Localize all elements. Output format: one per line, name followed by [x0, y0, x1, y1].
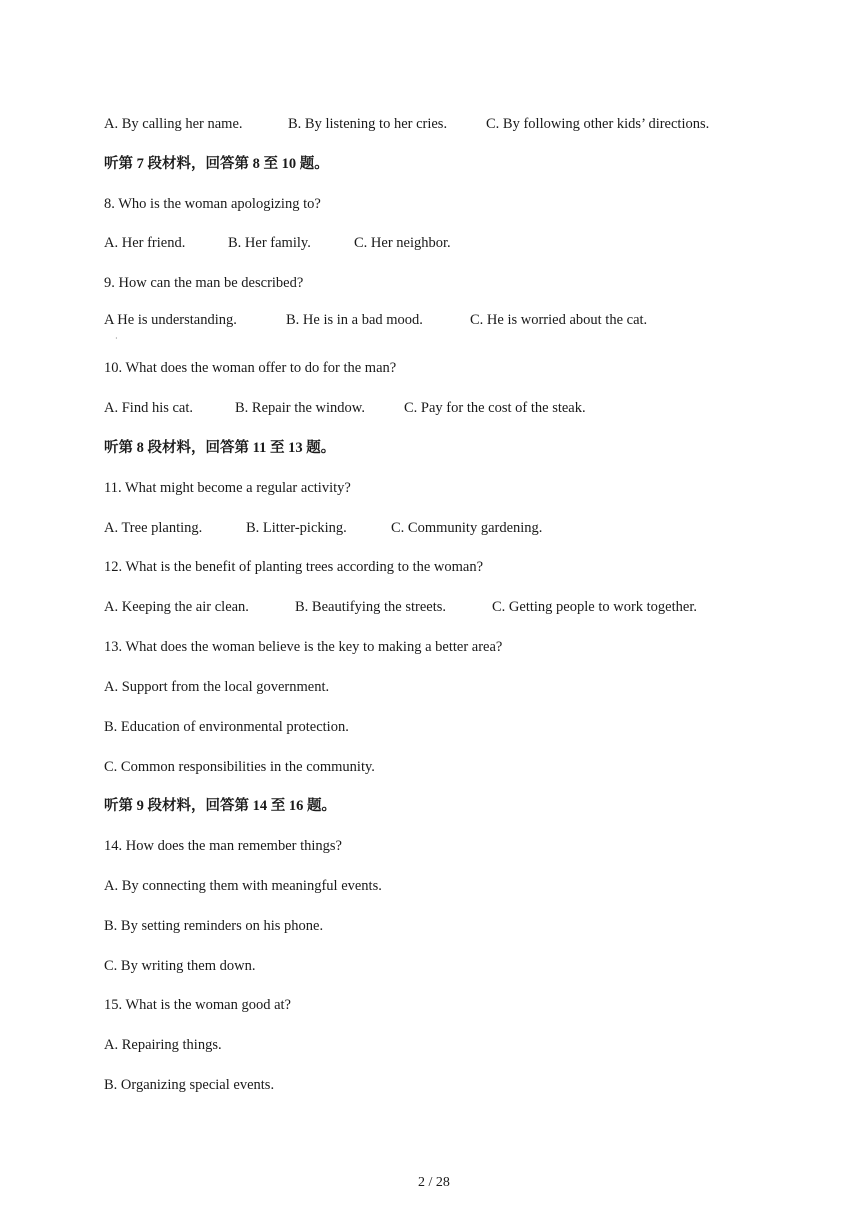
question-10: 10. What does the woman offer to do for the man?	[104, 360, 397, 376]
section8-header: 听第 8 段材料，回答第 11 至 13 题。	[104, 440, 336, 456]
q10-option-b: B. Repair the window.	[235, 400, 365, 416]
q8-option-a: A. Her friend.	[104, 235, 186, 251]
q15-option-a: A. Repairing things.	[104, 1037, 222, 1053]
q10-option-a: A. Find his cat.	[104, 400, 194, 416]
q10-option-c: C. Pay for the cost of the steak.	[404, 400, 586, 416]
q8-option-c: C. Her neighbor.	[354, 235, 451, 251]
q14-option-b: B. By setting reminders on his phone.	[104, 918, 324, 934]
q7-option-b: B. By listening to her cries.	[288, 116, 448, 132]
question-11: 11. What might become a regular activity?	[104, 480, 351, 496]
q12-option-c: C. Getting people to work together.	[492, 599, 697, 615]
question-15: 15. What is the woman good at?	[104, 997, 291, 1013]
q13-option-c: C. Common responsibilities in the community.	[104, 759, 375, 775]
q9-option-a: A He is understanding.	[104, 312, 237, 328]
q9-option-c: C. He is worried about the cat.	[470, 312, 648, 328]
q14-option-c: C. By writing them down.	[104, 958, 256, 974]
q9-option-b: B. He is in a bad mood.	[286, 312, 423, 328]
section9-header: 听第 9 段材料，回答第 14 至 16 题。	[104, 798, 336, 814]
q8-option-b: B. Her family.	[228, 235, 311, 251]
q15-option-b: B. Organizing special events.	[104, 1077, 275, 1093]
q11-option-b: B. Litter-picking.	[246, 520, 347, 536]
q13-option-b: B. Education of environmental protection.	[104, 719, 349, 735]
section7-header: 听第 7 段材料，回答第 8 至 10 题。	[104, 156, 329, 172]
stray-mark: ·	[115, 334, 118, 343]
question-14: 14. How does the man remember things?	[104, 838, 342, 854]
q13-option-a: A. Support from the local government.	[104, 679, 330, 695]
q7-option-c: C. By following other kids’ directions.	[486, 116, 710, 132]
q14-option-a: A. By connecting them with meaningful events.	[104, 878, 382, 894]
q11-option-c: C. Community gardening.	[391, 520, 543, 536]
question-12: 12. What is the benefit of planting trees according to the woman?	[104, 559, 484, 575]
page-number: 2 / 28	[418, 1175, 450, 1190]
question-13: 13. What does the woman believe is the key to making a better area?	[104, 639, 503, 655]
question-9: 9. How can the man be described?	[104, 275, 304, 291]
q12-option-a: A. Keeping the air clean.	[104, 599, 249, 615]
q11-option-a: A. Tree planting.	[104, 520, 203, 536]
q12-option-b: B. Beautifying the streets.	[295, 599, 447, 615]
q7-option-a: A. By calling her name.	[104, 116, 243, 132]
question-8: 8. Who is the woman apologizing to?	[104, 196, 321, 212]
